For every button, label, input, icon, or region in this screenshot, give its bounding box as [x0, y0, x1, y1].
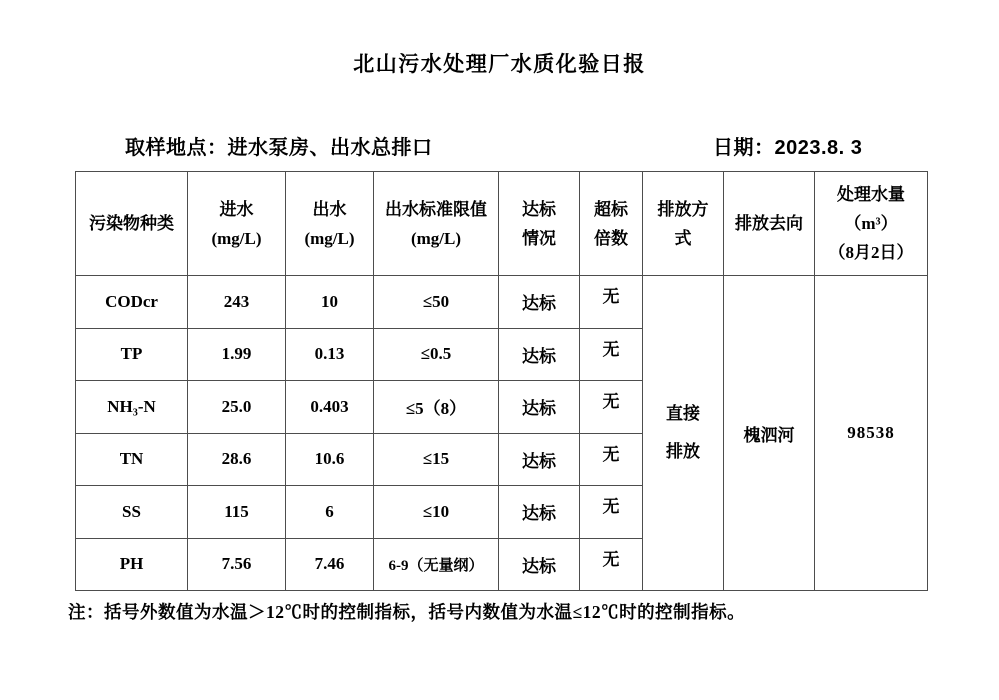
outlet-cell: 0.13 [286, 328, 374, 381]
limit-cell: ≤50 [374, 276, 499, 329]
discharge-destination-cell: 槐泗河 [724, 276, 815, 591]
table-row [76, 276, 928, 329]
exceedance-cell: 无 [580, 538, 643, 591]
date-label: 日期：2023.8. 3 [713, 137, 863, 159]
table-header-row [76, 172, 928, 276]
compliance-cell: 达标 [499, 538, 580, 591]
col-header-outlet: 出水 (mg/L) [286, 172, 374, 276]
exceedance-cell: 无 [580, 328, 643, 381]
col-header-discharge-destination: 排放去向 [724, 172, 815, 276]
exceedance-cell: 无 [580, 486, 643, 539]
inlet-cell: 243 [188, 276, 286, 329]
col-header-limit: 出水标准限值 (mg/L) [374, 172, 499, 276]
outlet-cell: 6 [286, 486, 374, 539]
discharge-mode-cell: 直接 排放 [643, 276, 724, 591]
col-header-discharge-mode: 排放方 式 [643, 172, 724, 276]
outlet-cell: 10.6 [286, 433, 374, 486]
compliance-cell: 达标 [499, 486, 580, 539]
limit-cell: ≤10 [374, 486, 499, 539]
inlet-cell: 28.6 [188, 433, 286, 486]
sampling-point-label: 取样地点：进水泵房、出水总排口 [125, 137, 433, 159]
page-title: 北山污水处理厂水质化验日报 [353, 52, 646, 76]
col-header-pollutant: 污染物种类 [76, 172, 188, 276]
exceedance-cell: 无 [580, 433, 643, 486]
col-header-treated-volume: 处理水量 （m³） （8月2日） [815, 172, 928, 276]
col-header-compliance: 达标 情况 [499, 172, 580, 276]
compliance-cell: 达标 [499, 276, 580, 329]
footnote: 注：括号外数值为水温＞12℃时的控制指标，括号内数值为水温≤12℃时的控制指标。 [68, 602, 746, 622]
limit-cell: ≤15 [374, 433, 499, 486]
pollutant-cell: SS [76, 486, 188, 539]
outlet-cell: 7.46 [286, 538, 374, 591]
exceedance-cell: 无 [580, 381, 643, 434]
pollutant-cell: TP [76, 328, 188, 381]
exceedance-cell: 无 [580, 276, 643, 329]
pollutant-cell: CODcr [76, 276, 188, 329]
limit-cell: ≤5（8） [374, 381, 499, 434]
water-quality-table [75, 171, 928, 591]
outlet-cell: 0.403 [286, 381, 374, 434]
inlet-cell: 25.0 [188, 381, 286, 434]
col-header-inlet: 进水 (mg/L) [188, 172, 286, 276]
limit-cell: 6-9（无量纲） [374, 538, 499, 591]
inlet-cell: 7.56 [188, 538, 286, 591]
pollutant-cell: PH [76, 538, 188, 591]
inlet-cell: 115 [188, 486, 286, 539]
compliance-cell: 达标 [499, 328, 580, 381]
outlet-cell: 10 [286, 276, 374, 329]
inlet-cell: 1.99 [188, 328, 286, 381]
limit-cell: ≤0.5 [374, 328, 499, 381]
treated-volume-cell: 98538 [815, 276, 928, 591]
col-header-exceedance: 超标 倍数 [580, 172, 643, 276]
compliance-cell: 达标 [499, 381, 580, 434]
pollutant-cell: TN [76, 433, 188, 486]
pollutant-cell: NH₃-N [76, 381, 188, 434]
compliance-cell: 达标 [499, 433, 580, 486]
